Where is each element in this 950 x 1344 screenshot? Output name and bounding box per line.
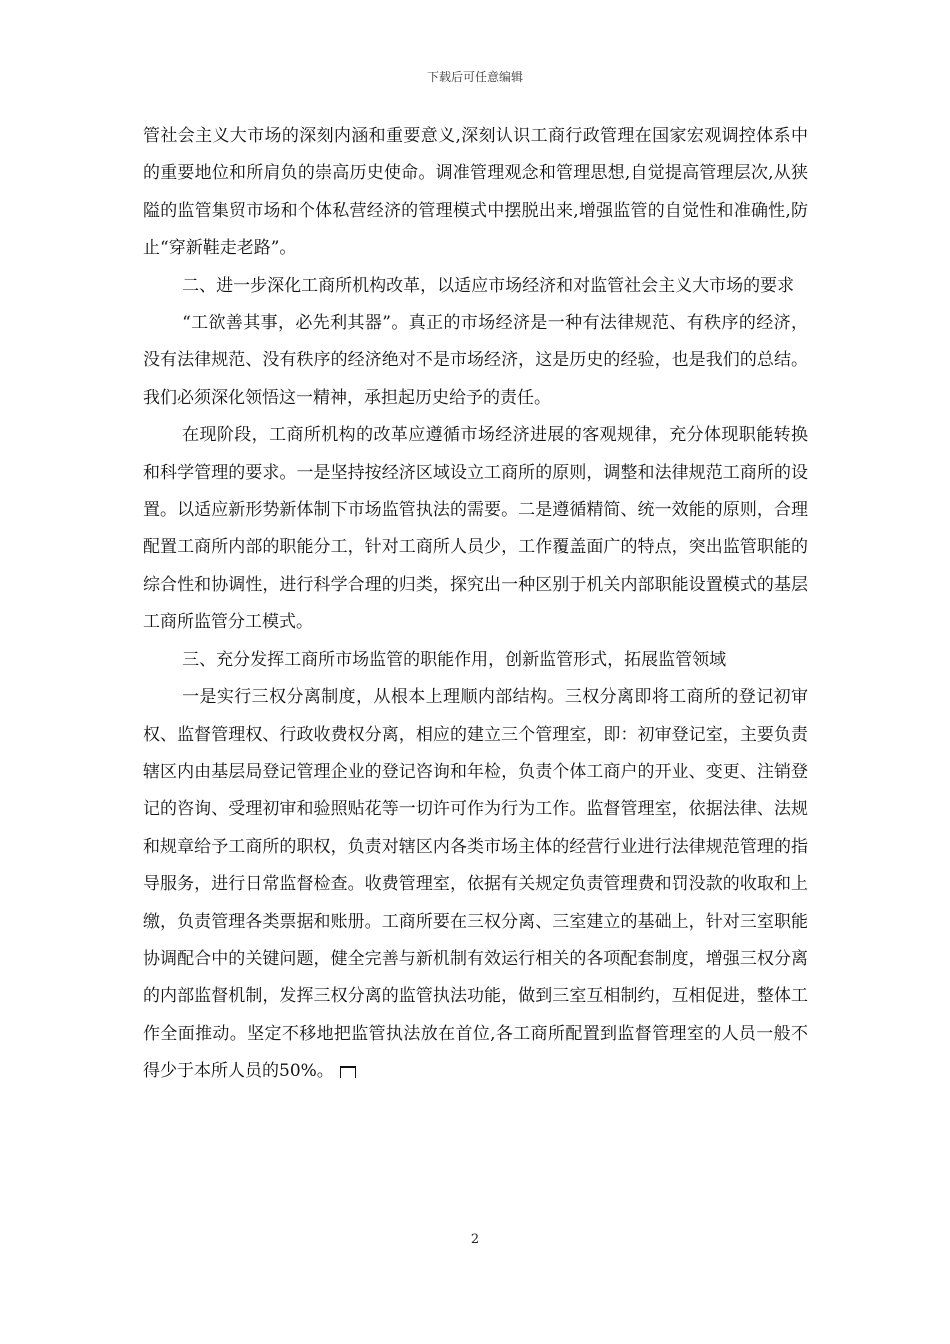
text-cursor-icon (340, 1066, 356, 1078)
page-number: 2 (470, 1232, 480, 1247)
paragraph-separation (143, 679, 808, 1090)
section-heading-2: 二、进一步深化工商所机构改革，以适应市场经济和对监管社会主义大市场的要求 (182, 275, 795, 296)
paragraph-reform: 在现阶段，工商所机构的改革应遵循市场经济进展的客观规律，充分体现职能转换和科学管理的要求。一是坚持按经济区域设立工商所的原则，调整和法律规范工商所的设置。以适应新形势新体制下市场监管执法的需要。二是遵循精简、统一效能的原则，合理配置工商所内部的职能分工，针对工商所人员少，工作覆盖面广的特点，突出监管职能的综合性和协调性，进行科学合理的归类，探究出一种区别于机关内部职能设置模式的基层工商所监管分工模式。 (143, 425, 808, 633)
paragraph-separation-text: 一是实行三权分离制度，从根本上理顺内部结构。三权分离即将工商所的登记初审权、监督管理权、行政收费权分离，相应的建立三个管理室，即：初审登记室，主要负责辖区内由基层局登记管理企业的登记咨询和年检，负责个体工商户的开业、变更、注销登记的咨询、受理初审和验照贴花等一切许可作为行为工作。监督管理室，依据法律、法规和规章给予工商所的职权，负责对辖区内各类市场主体的经营行业进行法律规范管理的指导服务，进行日常监督检查。收费管理室，依据有关规定负责管理费和罚没款的收取和上缴，负责管理各类票据和账册。工商所要在三权分离、三室建立的基础上，针对三室职能协调配合中的关键问题，健全完善与新机制有效运行相关的各项配套制度，增强三权分离的内部监督机制，发挥三权分离的监管执法功能，做到三室互相制约，互相促进，整体工作全面推动。坚定不移地把监管执法放在首位,各工商所配置到监督管理室的人员一般不得少于本所人员的50%。 (143, 687, 808, 1082)
paragraph-quote: “工欲善其事，必先利其器”。真正的市场经济是一种有法律规范、有秩序的经济，没有法律规范、没有秩序的经济绝对不是市场经济，这是历史的经验，也是我们的总结。我们必须深化领悟这一精神，承担起历史给予的责任。 (143, 313, 808, 408)
document-body (143, 118, 808, 1091)
section-heading-3: 三、充分发挥工商所市场监管的职能作用，创新监管形式，拓展监管领域 (182, 649, 727, 670)
paragraph-continuation: 管社会主义大市场的深刻内涵和重要意义,深刻认识工商行政管理在国家宏观调控体系中的重要地位和所肩负的崇高历史使命。调准管理观念和管理思想,自觉提高管理层次,从狭隘的监管集贸市场和个体私营经济的管理模式中摆脱出来,增强监管的自觉性和准确性,防止“穿新鞋走老路”。 (143, 126, 808, 259)
page-header: 下载后可任意编辑 (426, 70, 523, 84)
